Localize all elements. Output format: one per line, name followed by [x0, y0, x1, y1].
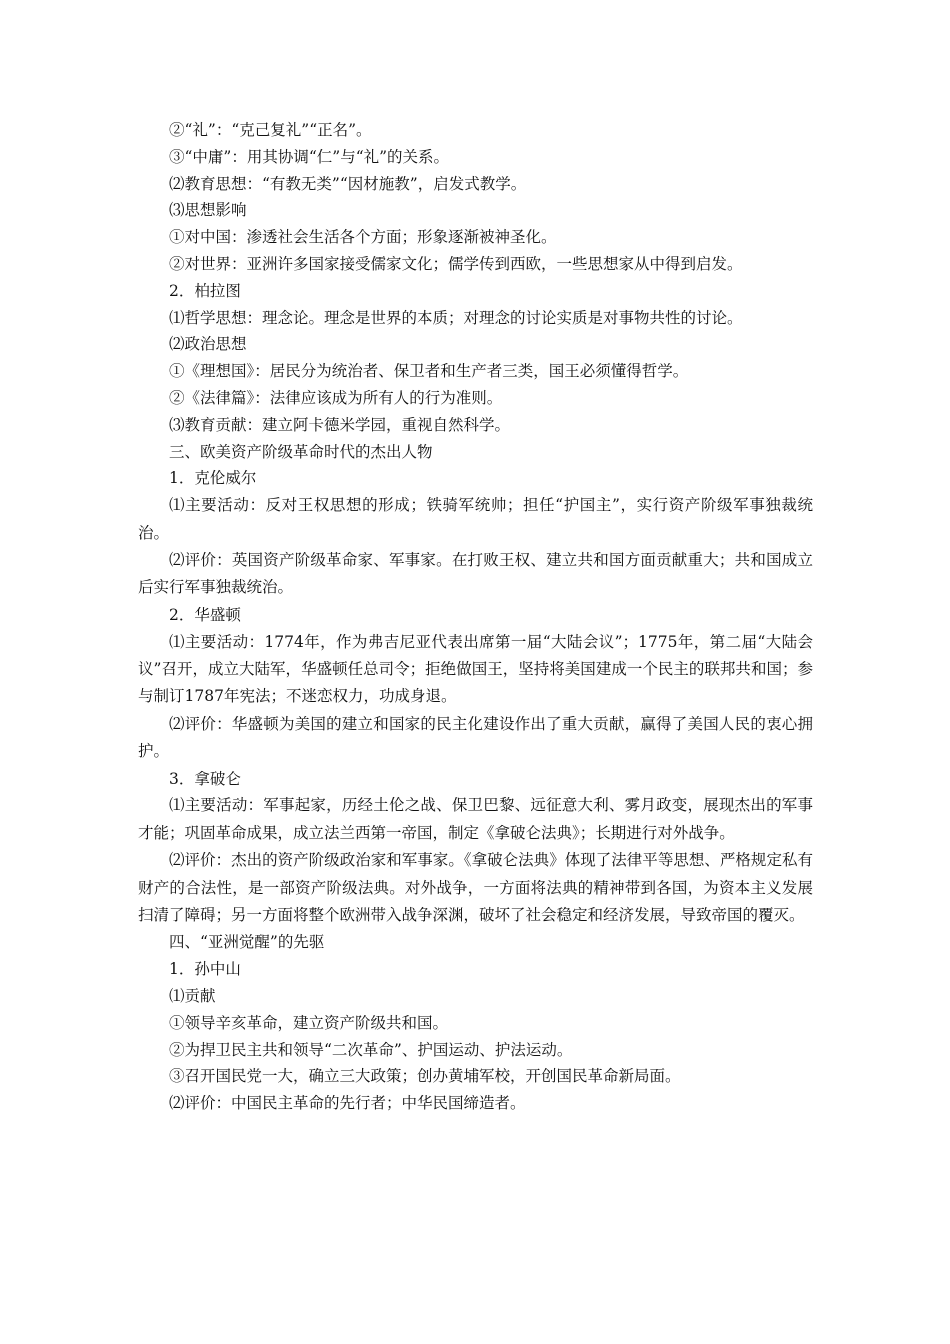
section-heading: 2．华盛顿	[169, 605, 241, 624]
text-line: ⑴贡献	[169, 987, 216, 1006]
section-heading: 3．拿破仑	[169, 769, 241, 788]
section-heading: 三、欧美资产阶级革命时代的杰出人物	[169, 442, 433, 461]
text-line: ②为捍卫民主共和领导“二次革命”、护国运动、护法运动。	[169, 1040, 573, 1059]
paragraph: ⑴主要活动：1774年，作为弗吉尼亚代表出席第一届“大陆会议”；1775年，第二届“大陆会议”召开，成立大陆军，华盛顿任总司令；拒绝做国王，坚持将美国建成一个民主的联邦共和国；参与制订1787年宪法；不迷恋权力，功成身退。	[138, 632, 813, 706]
paragraph: ⑵评价：华盛顿为美国的建立和国家的民主化建设作出了重大贡献，赢得了美国人民的衷心拥护。	[138, 714, 813, 761]
section-heading: 1．孙中山	[169, 960, 241, 979]
text-line: ①《理想国》：居民分为统治者、保卫者和生产者三类，国王必须懂得哲学。	[169, 362, 689, 381]
paragraph: ⑴主要活动：反对王权思想的形成；铁骑军统帅；担任“护国主”，实行资产阶级军事独裁统治。	[138, 496, 813, 542]
text-line: ②《法律篇》：法律应该成为所有人的行为准则。	[169, 388, 503, 407]
text-line: ⑵评价：中国民主革命的先行者；中华民国缔造者。	[169, 1094, 526, 1113]
document-page	[138, 117, 813, 1117]
section-heading: 1．克伦威尔	[169, 469, 257, 488]
paragraph: ⑵评价：英国资产阶级革命家、军事家。在打败王权、建立共和国方面贡献重大；共和国成立后实行军事独裁统治。	[138, 550, 813, 597]
paragraph: ⑵评价：杰出的资产阶级政治家和军事家。《拿破仑法典》体现了法律平等思想、严格规定私有财产的合法性，是一部资产阶级法典。对外战争，一方面将法典的精神带到各国，为资本主义发展扫清了障碍；另一方面将整个欧洲带入战争深渊，破坏了社会稳定和经济发展，导致帝国的覆灭。	[138, 851, 813, 925]
section-heading: 四、“亚洲觉醒”的先驱	[169, 933, 325, 952]
section-heading: 2．柏拉图	[169, 281, 241, 300]
text-line: ⑴哲学思想：理念论。理念是世界的本质；对理念的讨论实质是对事物共性的讨论。	[169, 308, 743, 327]
text-line: ①对中国：渗透社会生活各个方面；形象逐渐被神圣化。	[169, 228, 557, 247]
text-line: ②“礼”：“克己复礼”“正名”。	[169, 121, 372, 139]
text-line: ③“中庸”：用其协调“仁”与“礼”的关系。	[169, 147, 450, 166]
text-line: ⑶教育贡献：建立阿卡德米学园，重视自然科学。	[169, 415, 511, 434]
text-line: ②对世界：亚洲许多国家接受儒家文化；儒学传到西欧，一些思想家从中得到启发。	[169, 254, 743, 273]
text-line: ③召开国民党一大，确立三大政策；创办黄埔军校，开创国民革命新局面。	[169, 1067, 681, 1086]
text-line: ⑵教育思想：“有教无类”“因材施教”，启发式教学。	[169, 174, 527, 193]
text-line: ①领导辛亥革命，建立资产阶级共和国。	[169, 1013, 449, 1032]
paragraph: ⑴主要活动：军事起家，历经土伦之战、保卫巴黎、远征意大利、雾月政变，展现杰出的军事才能；巩固革命成果，成立法兰西第一帝国，制定《拿破仑法典》；长期进行对外战争。	[138, 796, 813, 842]
text-line: ⑶思想影响	[169, 201, 247, 220]
text-line: ⑵政治思想	[169, 335, 247, 354]
